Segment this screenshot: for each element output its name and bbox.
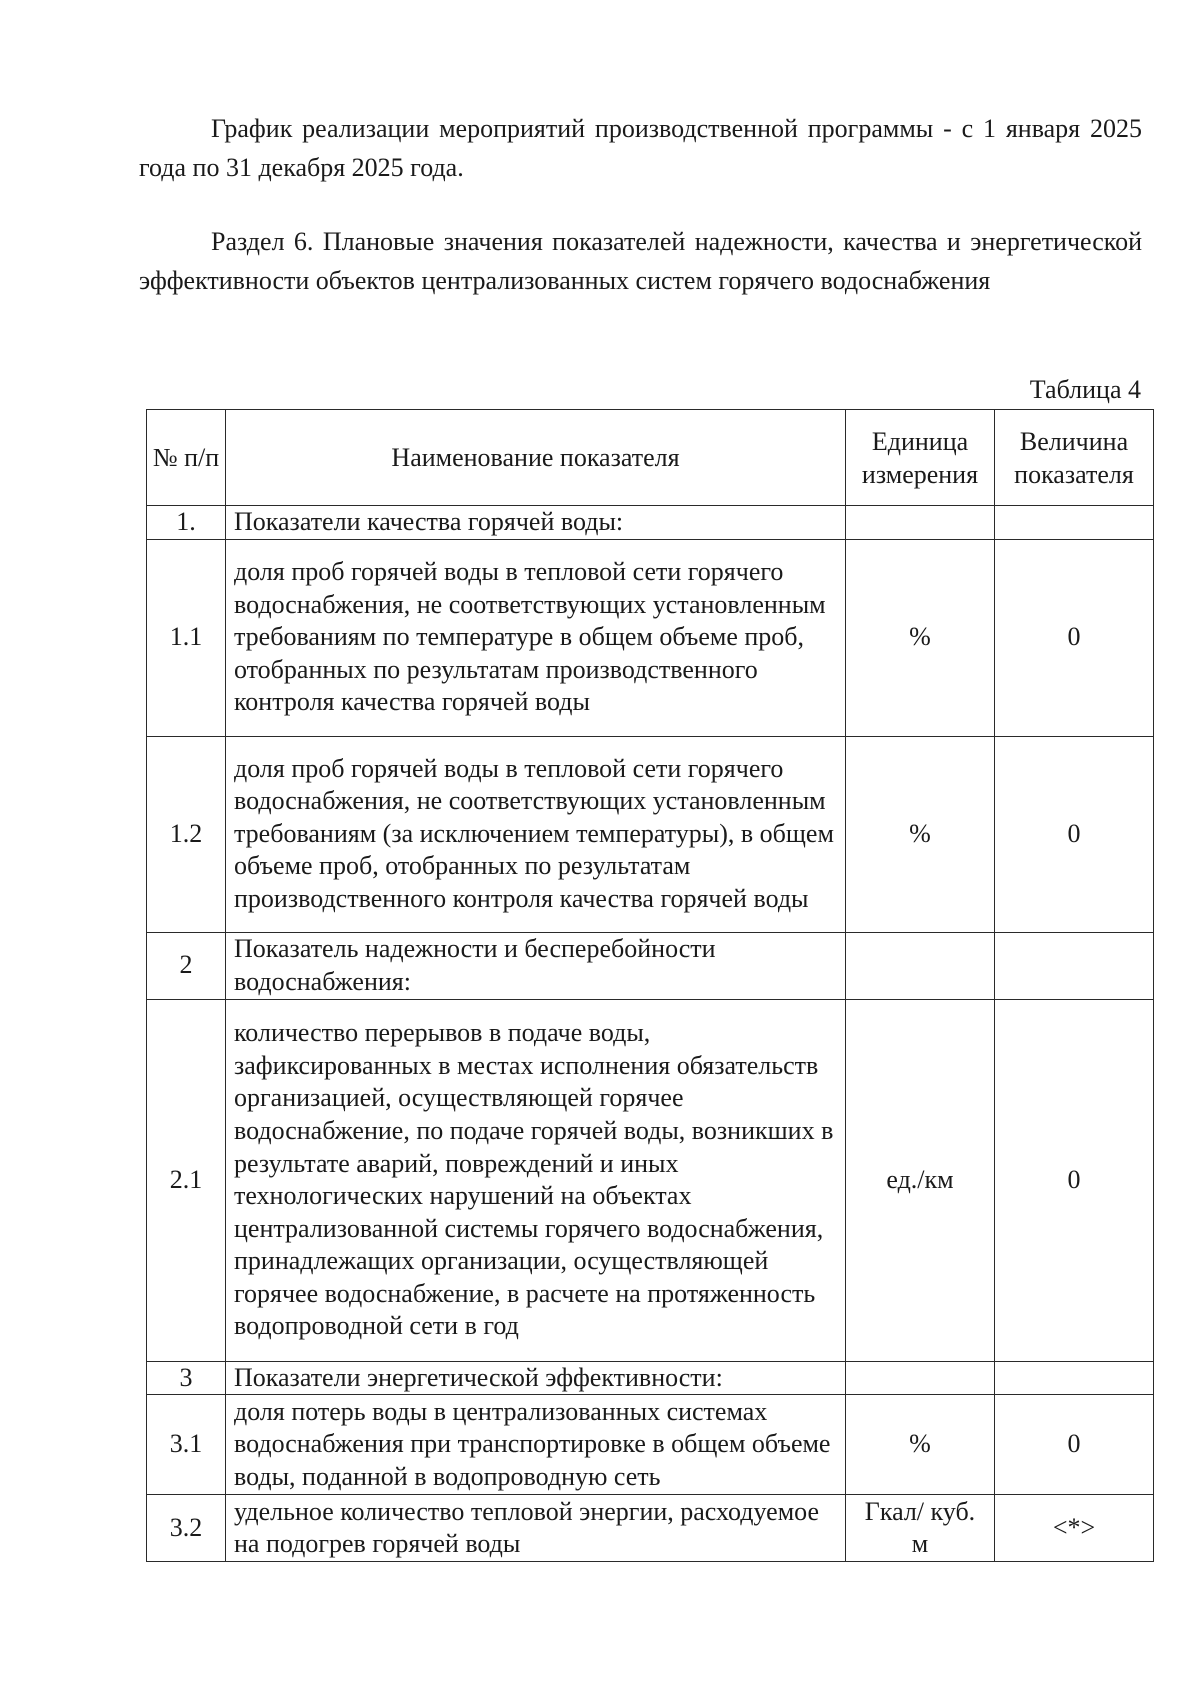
- indicator-name: Показатель надежности и бесперебойности водоснабжения:: [226, 932, 846, 999]
- unit-cell: %: [846, 736, 995, 932]
- value-cell: 0: [995, 736, 1154, 932]
- unit-cell: ед./км: [846, 999, 995, 1361]
- header-unit: Единица измерения: [846, 410, 995, 506]
- row-number: 1.1: [147, 539, 226, 736]
- value-cell: [995, 506, 1154, 540]
- table-row: [147, 1495, 1154, 1562]
- table-row: [147, 1395, 1154, 1495]
- indicator-name: доля потерь воды в централизованных системах водоснабжения при транспортировке в общем объеме воды, поданной в водопроводную сеть: [226, 1395, 846, 1495]
- table-row: [147, 1361, 1154, 1395]
- row-number: 1.2: [147, 736, 226, 932]
- indicators-table: [146, 409, 1154, 1562]
- table-row: [147, 506, 1154, 540]
- header-value: Величина показателя: [995, 410, 1154, 506]
- indicator-name: удельное количество тепловой энергии, расходуемое на подогрев горячей воды: [226, 1495, 846, 1562]
- indicator-name: количество перерывов в подаче воды, зафиксированных в местах исполнения обязательств организацией, осуществляющей горячее водоснабжение, по подаче горячей воды, возникших в результате аварий, повреждений и иных технологических нарушений на объектах централизованной системы горячего водоснабжения, принадлежащих организации, осуществляющей горячее водоснабжение, в расчете на протяженность водопроводной сети в год: [226, 999, 846, 1361]
- unit-cell: %: [846, 1395, 995, 1495]
- value-cell: [995, 932, 1154, 999]
- value-cell: 0: [995, 999, 1154, 1361]
- value-cell: [995, 1361, 1154, 1395]
- table-row: [147, 736, 1154, 932]
- value-cell: 0: [995, 1395, 1154, 1495]
- header-num: № п/п: [147, 410, 226, 506]
- table-row: [147, 999, 1154, 1361]
- row-number: 3.1: [147, 1395, 226, 1495]
- unit-cell: [846, 932, 995, 999]
- section-title: Раздел 6. Плановые значения показателей надежности, качества и энергетической эффективности объектов централизованных систем горячего водоснабжения: [139, 227, 1142, 295]
- indicator-name: Показатели энергетической эффективности:: [226, 1361, 846, 1395]
- indicator-name: доля проб горячей воды в тепловой сети горячего водоснабжения, не соответствующих установленным требованиям (за исключением температуры), в общем объеме проб, отобранных по результатам производственного контроля качества горячей воды: [226, 736, 846, 932]
- row-number: 2.1: [147, 999, 226, 1361]
- row-number: 3.2: [147, 1495, 226, 1562]
- row-number: 2: [147, 932, 226, 999]
- indicator-name: Показатели качества горячей воды:: [226, 506, 846, 540]
- row-number: 3: [147, 1361, 226, 1395]
- schedule-paragraph: График реализации мероприятий производственной программы - с 1 января 2025 года по 31 декабря 2025 года.: [139, 114, 1142, 182]
- unit-cell: [846, 1361, 995, 1395]
- table-header-row: [147, 410, 1154, 506]
- unit-cell: Гкал/ куб. м: [846, 1495, 995, 1562]
- value-cell: 0: [995, 539, 1154, 736]
- value-cell: <*>: [995, 1495, 1154, 1562]
- header-name: Наименование показателя: [226, 410, 846, 506]
- unit-cell: [846, 506, 995, 540]
- table-row: [147, 539, 1154, 736]
- row-number: 1.: [147, 506, 226, 540]
- table-caption: Таблица 4: [1029, 375, 1141, 404]
- unit-cell: %: [846, 539, 995, 736]
- table-row: [147, 932, 1154, 999]
- indicator-name: доля проб горячей воды в тепловой сети горячего водоснабжения, не соответствующих установленным требованиям по температуре в общем объеме проб, отобранных по результатам производственного контроля качества горячей воды: [226, 539, 846, 736]
